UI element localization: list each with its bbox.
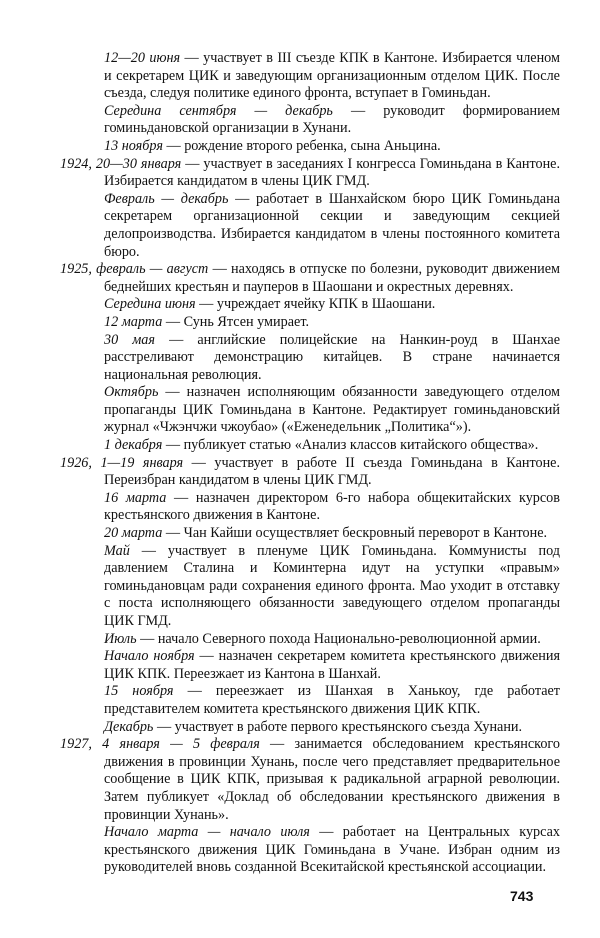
- chronology-entry: [60, 490, 560, 525]
- entry-text: — учреждает ячейку КПК в Шаошани.: [195, 296, 436, 313]
- entry-text: — назначен директором 6-го набора общекитайских курсов крестьянского движения в Кантоне.: [104, 489, 560, 524]
- page-number: 743: [510, 888, 534, 904]
- entry-text: — участвует в III съезде КПК в Кантоне. Избирается членом и секретарем ЦИК и заведующим организационным отделом ЦИК. После съезда, следуя политике единого фронта, вступает в Гоминьдан.: [104, 50, 560, 102]
- entry-text: — начало Северного похода Национально-революционной армии.: [136, 630, 541, 647]
- entry-date: 16 марта: [104, 489, 167, 506]
- chronology-entry: [60, 736, 560, 824]
- chronology-entry: [60, 525, 560, 543]
- chronology-entry: [60, 138, 560, 156]
- chronology-entry: [60, 648, 560, 683]
- entry-date: 13 ноября: [104, 137, 163, 154]
- entry-date: Май: [104, 542, 130, 559]
- chronology-text: [60, 50, 560, 877]
- entry-date: Февраль — декабрь: [104, 190, 229, 207]
- chronology-entry: [60, 683, 560, 718]
- entry-text: — рождение второго ребенка, сына Аньцина.: [162, 137, 441, 154]
- chronology-entry: [60, 455, 560, 490]
- entry-text: — назначен секретарем комитета крестьянского движения ЦИК КПК. Переезжает из Кантона в Шанхай.: [104, 648, 560, 682]
- entry-text: — работает на Центральных курсах крестьянского движения ЦИК Гоминьдана в Учане. Избран одним из руководителей вновь созданной Всекитайской крестьянской ассоциации.: [104, 824, 560, 876]
- entry-text: — работает в Шанхайском бюро ЦИК Гоминьдана секретарем организационной секции и заведующим секцией делопроизводства. Избирается кандидатом в члены постоянного комитета бюро.: [104, 190, 560, 260]
- entry-date: Октябрь: [104, 384, 159, 401]
- entry-date: 15 ноября: [104, 683, 174, 700]
- chronology-entry: [60, 824, 560, 877]
- chronology-entry: [60, 191, 560, 261]
- entry-text: — участвует в заседаниях I конгресса Гоминьдана в Кантоне. Избирается кандидатом в члены ЦИК ГМД.: [104, 155, 561, 190]
- entry-text: — участвует в работе II съезда Гоминьдана в Кантоне. Переизбран кандидатом в члены ЦИК ГМД.: [104, 454, 561, 489]
- entry-date: Середина июня: [104, 296, 196, 313]
- chronology-entry: [60, 296, 560, 314]
- entry-date: Начало ноября: [104, 648, 195, 665]
- entry-text: — находясь в отпуске по болезни, руководит движением беднейших крестьян и пауперов в Шаошани и окрестных деревнях.: [104, 261, 560, 295]
- chronology-entry: [60, 314, 560, 332]
- entry-text: — занимается обследованием крестьянского движения в провинции Хунань, после чего представляет предварительное сообщение в ЦИК КПК, призывая к радикальной аграрной революции. Затем публикует «Доклад об обследовании крестьянского движения в провинции Хунань».: [104, 736, 560, 823]
- entry-date: 1 декабря: [104, 437, 163, 454]
- chronology-entry: [60, 543, 560, 631]
- entry-date: 30 мая: [104, 331, 155, 348]
- chronology-entry: [60, 103, 560, 138]
- entry-date: Июль: [104, 630, 137, 647]
- entry-date: Декабрь: [104, 718, 154, 735]
- chronology-entry: [60, 261, 560, 296]
- entry-date: 1926, 1—19 января: [60, 454, 184, 471]
- entry-text: — публикует статью «Анализ классов китайского общества».: [162, 437, 539, 454]
- entry-date: 1925, февраль — август: [60, 261, 209, 278]
- chronology-entry: [60, 332, 560, 385]
- entry-text: — участвует в работе первого крестьянского съезда Хунани.: [153, 718, 523, 735]
- chronology-entry: [60, 50, 560, 103]
- entry-date: 20 марта: [104, 525, 163, 542]
- chronology-entry: [60, 719, 560, 737]
- entry-text: — переезжает из Шанхая в Ханькоу, где работает представителем комитета крестьянского движения ЦИК КПК.: [104, 683, 560, 717]
- entry-text: — назначен исполняющим обязанности заведующего отделом пропаганды ЦИК Гоминьдана в Кантоне. Редактирует гоминьдановский журнал «Чжэнчжи чжоубао» («Еженедельник „Политика“»).: [104, 384, 560, 436]
- chronology-entry: [60, 156, 560, 191]
- entry-date: 12 марта: [104, 313, 163, 330]
- entry-text: — английские полицейские на Нанкин-роуд в Шанхае расстреливают демонстрацию китайцев. В стране начинается национальная революция.: [104, 331, 560, 383]
- entry-date: Начало марта — начало июля: [104, 824, 310, 841]
- chronology-entry: [60, 384, 560, 437]
- entry-text: — участвует в пленуме ЦИК Гоминьдана. Коммунисты под давлением Сталина и Коминтерна идут на уступки «правым» гоминьдановцам ради сохранения единого фронта. Мао уходит в отставку с поста исполняющего обязанности заведующего отделом пропаганды ЦИК ГМД.: [104, 542, 560, 629]
- entry-date: 1927, 4 января — 5 февраля: [60, 736, 260, 753]
- entry-text: — Сунь Ятсен умирает.: [162, 313, 309, 330]
- chronology-entry: [60, 437, 560, 455]
- entry-date: 12—20 июня: [104, 50, 181, 66]
- entry-date: 1924, 20—30 января: [60, 155, 182, 172]
- entry-text: — руководит формированием гоминьдановской организации в Хунани.: [104, 102, 560, 137]
- entry-date: Середина сентября — декабрь: [104, 102, 333, 119]
- chronology-entry: [60, 631, 560, 649]
- entry-text: — Чан Кайши осуществляет бескровный переворот в Кантоне.: [162, 525, 548, 542]
